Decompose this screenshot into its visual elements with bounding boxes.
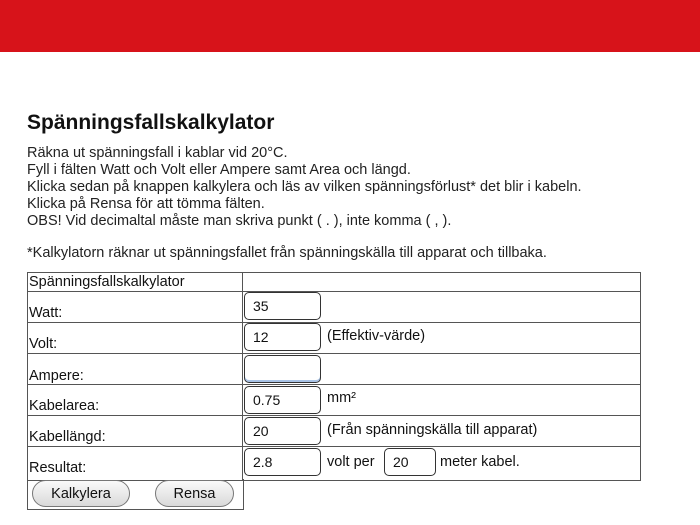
header-bar	[0, 0, 700, 52]
row-divider	[27, 291, 640, 292]
ampere-label: Ampere:	[29, 368, 84, 384]
calculator-border	[27, 272, 641, 481]
calculator-header: Spänningsfallskalkylator	[29, 274, 185, 290]
footnote: *Kalkylatorn räknar ut spänningsfallet från spänningskälla till apparat och tillbaka.	[27, 245, 547, 261]
area-label: Kabelarea:	[29, 398, 100, 414]
volt-label: Volt:	[29, 336, 58, 352]
volt-note: (Effektiv-värde)	[327, 328, 426, 344]
result-unit-after: meter kabel.	[440, 454, 520, 470]
ampere-input[interactable]	[244, 355, 321, 383]
row-divider	[27, 322, 640, 323]
area-unit: mm²	[327, 390, 356, 406]
length-note: (Från spänningskälla till apparat)	[327, 422, 538, 438]
result-label: Resultat:	[29, 460, 87, 476]
clear-button[interactable]: Rensa	[155, 480, 234, 507]
watt-label: Watt:	[29, 305, 63, 321]
intro-line-1: Räkna ut spänningsfall i kablar vid 20°C.	[27, 145, 288, 161]
calculate-button[interactable]: Kalkylera	[32, 480, 130, 507]
intro-text	[27, 145, 687, 230]
length-input[interactable]	[244, 417, 321, 445]
row-divider	[27, 415, 640, 416]
intro-line-2: Fyll i fälten Watt och Volt eller Ampere samt Area och längd.	[27, 162, 411, 178]
row-divider	[27, 446, 640, 447]
result-output[interactable]	[244, 448, 321, 476]
result-unit-before: volt per	[327, 454, 375, 470]
row-divider	[27, 384, 640, 385]
row-divider	[27, 353, 640, 354]
intro-line-4: Klicka på Rensa för att tömma fälten.	[27, 196, 265, 212]
per-length-input[interactable]	[384, 448, 436, 476]
column-divider	[242, 272, 243, 480]
page-title: Spänningsfallskalkylator	[27, 111, 275, 134]
area-input[interactable]	[244, 386, 321, 414]
intro-line-5: OBS! Vid decimaltal måste man skriva punkt ( . ), inte komma ( , ).	[27, 213, 452, 229]
calculator-table	[27, 272, 641, 510]
intro-line-3: Klicka sedan på knappen kalkylera och läs av vilken spänningsförlust* det blir i kabeln.	[27, 179, 582, 195]
length-label: Kabellängd:	[29, 429, 106, 445]
watt-input[interactable]	[244, 292, 321, 320]
volt-input[interactable]	[244, 323, 321, 351]
